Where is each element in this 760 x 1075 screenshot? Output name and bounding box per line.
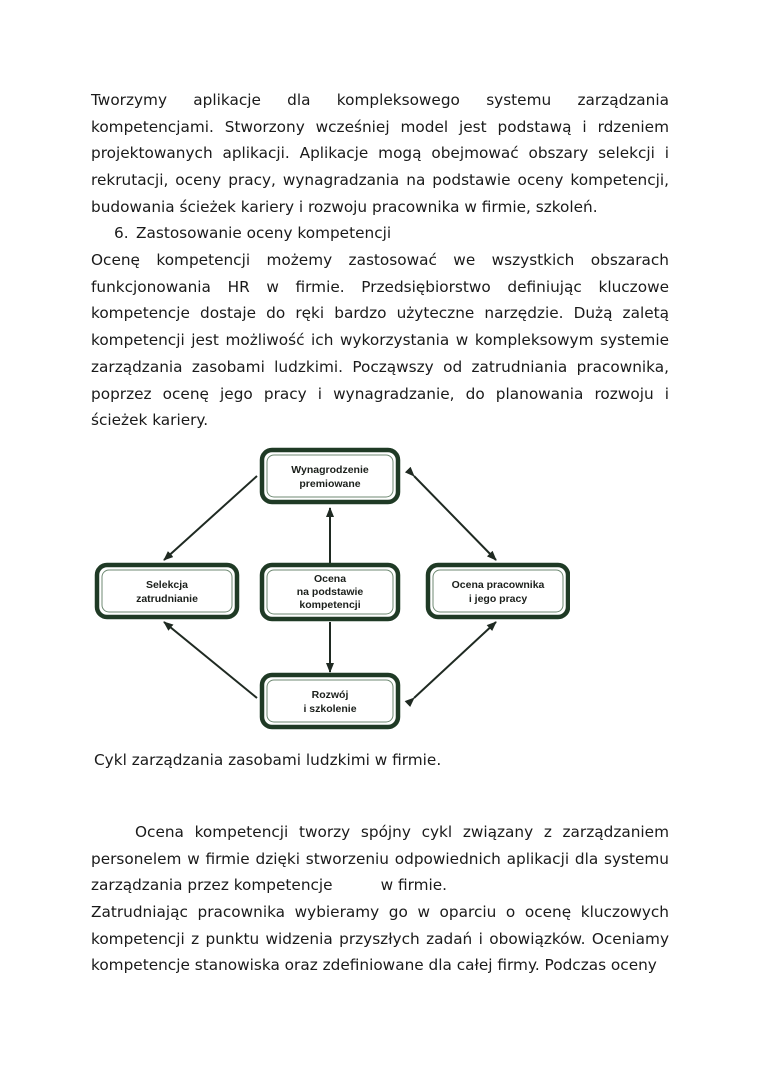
- node-bottom-line2: i szkolenie: [303, 703, 357, 715]
- node-left-line2: zatrudnianie: [136, 593, 198, 605]
- node-top-line2: premiowane: [299, 478, 361, 490]
- node-top-line1: Wynagrodzenie: [291, 464, 369, 476]
- arrow-bottom-to-left: [164, 622, 257, 698]
- section-title: Zastosowanie oceny kompetencji: [136, 224, 392, 242]
- paragraph-application: Ocenę kompetencji możemy zastosować we wszystkich obszarach funkcjonowania HR w firmie. Przedsiębiorstwo definiując kluczowe kompetencje dostaje do ręki bardzo użyteczne narzędzie. Dużą zaletą kompetencji jest możliwość ich wykorzystania w kompleksowym systemie zarządzania zasobami ludzkimi. Począwszy od zatrudniania pracownika, poprzez ocenę jego pracy i wynagradzanie, do planowania rozwoju i ścieżek kariery.: [91, 251, 669, 430]
- node-right: [428, 565, 568, 617]
- arrow-top-right-bidirectional: [414, 476, 496, 560]
- section-number: 6.: [114, 224, 129, 242]
- arrow-top-to-left: [164, 476, 257, 560]
- node-top: [262, 450, 398, 502]
- arrow-bottom-right-bidirectional: [414, 622, 496, 698]
- node-center-line3: kompetencji: [299, 599, 361, 611]
- paragraph-cycle-part2: w firmie.: [380, 876, 448, 895]
- node-bottom: [262, 675, 398, 727]
- node-bottom-line1: Rozwój: [311, 689, 349, 701]
- node-left: [97, 565, 237, 617]
- diagram-caption: Cykl zarządzania zasobami ludzkimi w firmie.: [94, 751, 442, 769]
- paragraph-hiring: Zatrudniając pracownika wybieramy go w oparciu o ocenę kluczowych kompetencji z punktu widzenia przyszłych zadań i obowiązków. Oceniamy kompetencje stanowiska oraz zdefiniowane dla całej firmy. Podczas oceny: [91, 903, 669, 975]
- node-center-line2: na podstawie: [296, 586, 364, 598]
- paragraph-intro: Tworzymy aplikacje dla kompleksowego systemu zarządzania kompetencjami. Stworzony wcześniej model jest podstawą i rdzeniem projektowanych aplikacji. Aplikacje mogą obejmować obszary selekcji i rekrutacji, oceny pracy, wynagradzania na podstawie oceny kompetencji, budowania ścieżek kariery i rozwoju pracownika w firmie, szkoleń.: [91, 91, 669, 216]
- node-center: [262, 565, 398, 619]
- node-right-line1: Ocena pracownika: [451, 579, 545, 591]
- paragraph-cycle: [91, 819, 669, 899]
- paragraph-cycle-part1: Ocena kompetencji tworzy spójny cykl związany z zarządzaniem personelem w firmie dzięki stworzeniu odpowiednich aplikacji dla systemu zarządzania przez kompetencje: [91, 823, 669, 895]
- hr-cycle-diagram: [90, 440, 570, 740]
- node-left-line1: Selekcja: [145, 579, 189, 591]
- section-heading: [114, 220, 391, 247]
- node-center-line1: Ocena: [313, 573, 347, 585]
- node-right-line2: i jego pracy: [468, 593, 528, 605]
